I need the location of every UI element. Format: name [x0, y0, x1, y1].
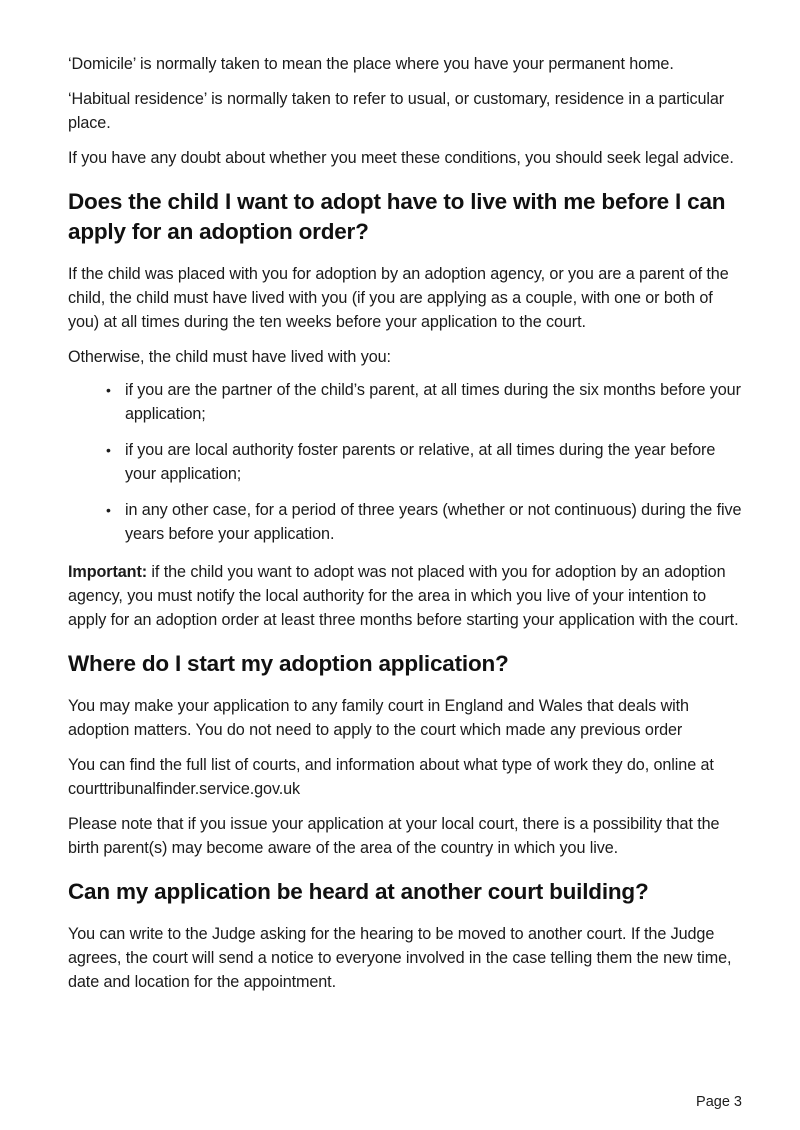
- legal-advice-paragraph: If you have any doubt about whether you meet these conditions, you should seek legal advice.: [68, 149, 734, 167]
- document-page: [68, 52, 748, 994]
- important-label: Important:: [68, 563, 148, 581]
- start-application-paragraph-3: Please note that if you issue your application at your local court, there is a possibility that the birth parent(s) may become aware of the area of the country in which you live.: [68, 815, 720, 857]
- child-live-paragraph-2: Otherwise, the child must have lived with you:: [68, 348, 391, 366]
- start-application-paragraph-2: You can find the full list of courts, and information about what type of work they do, online at courttribunalfinder.service.gov.uk: [68, 756, 714, 798]
- bullet-icon: •: [106, 442, 111, 458]
- start-application-paragraph-1: You may make your application to any family court in England and Wales that deals with adoption matters. You do not need to apply to the court which made any previous order: [68, 697, 689, 739]
- important-text: if the child you want to adopt was not placed with you for adoption by an adoption agency, you must notify the local authority for the area in which you live of your intention to apply for an adoption order at least three months before starting your application with the court.: [68, 563, 739, 629]
- another-court-paragraph: You can write to the Judge asking for the hearing to be moved to another court. If the Judge agrees, the court will send a notice to everyone involved in the case telling them the new time, date and location for the appointment.: [68, 925, 732, 991]
- start-application-heading: Where do I start my adoption application?: [68, 651, 509, 676]
- habitual-residence-paragraph: ‘Habitual residence’ is normally taken to refer to usual, or customary, residence in a particular place.: [68, 90, 725, 132]
- important-notice-paragraph: [68, 560, 748, 632]
- list-item: [106, 378, 748, 426]
- residence-conditions-list: [68, 378, 748, 546]
- list-item: [106, 438, 748, 486]
- list-item: [106, 498, 748, 546]
- bullet-icon: •: [106, 382, 111, 398]
- list-item-text: in any other case, for a period of three years (whether or not continuous) during the five years before your application.: [125, 501, 742, 543]
- page-number: Page 3: [696, 1094, 742, 1110]
- list-item-text: if you are the partner of the child’s parent, at all times during the six months before your application;: [125, 381, 741, 423]
- domicile-paragraph: ‘Domicile’ is normally taken to mean the place where you have your permanent home.: [68, 55, 674, 73]
- child-live-heading: Does the child I want to adopt have to live with me before I can apply for an adoption order?: [68, 189, 726, 244]
- bullet-icon: •: [106, 502, 111, 518]
- child-live-paragraph-1: If the child was placed with you for adoption by an adoption agency, or you are a parent of the child, the child must have lived with you (if you are applying as a couple, with one or both of you) at all times during the ten weeks before your application to the court.: [68, 265, 729, 331]
- another-court-heading: Can my application be heard at another court building?: [68, 879, 649, 904]
- list-item-text: if you are local authority foster parents or relative, at all times during the year before your application;: [125, 441, 716, 483]
